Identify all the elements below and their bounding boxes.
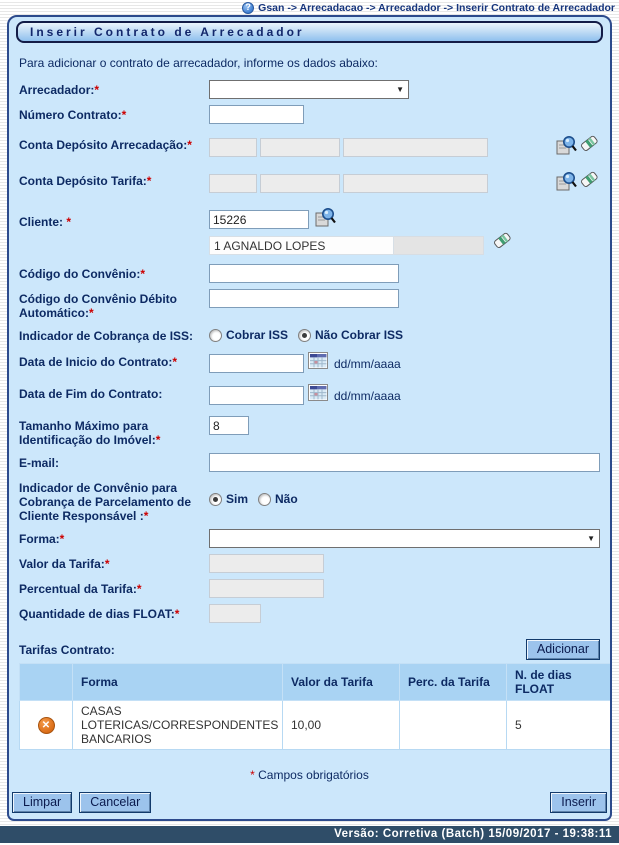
- tarifa-valor-cell: 10,00: [283, 701, 400, 750]
- field-row-arrecadador: Arrecadador:* ▼: [9, 80, 610, 99]
- conta-tarifa-label: Conta Depósito Tarifa:: [19, 174, 147, 188]
- field-row-tamanho-maximo: Tamanho Máximo para Identificação do Imóvel:* 8: [9, 416, 610, 447]
- forma-label: Forma:: [19, 532, 60, 546]
- cliente-nome-field: 1 AGNALDO LOPES: [209, 236, 394, 255]
- quantidade-float-label: Quantidade de dias FLOAT:: [19, 607, 175, 621]
- eraser-icon[interactable]: [492, 230, 513, 255]
- field-row-indicador-parcelamento: Indicador de Convênio para Cobrança de Parcelamento de Cliente Responsável :* Sim Não: [19, 481, 298, 523]
- field-row-conta-tarifa: Conta Depósito Tarifa:*: [9, 171, 610, 196]
- conta-tarifa-agencia-input: [260, 174, 340, 193]
- breadcrumb-text[interactable]: Gsan -> Arrecadacao -> Arrecadador -> Inserir Contrato de Arrecadador: [258, 1, 615, 14]
- chevron-down-icon: ▼: [396, 85, 404, 94]
- codigo-convenio-label: Código do Convênio:: [19, 267, 141, 281]
- cancelar-button[interactable]: Cancelar: [79, 792, 151, 813]
- percentual-tarifa-input: [209, 579, 324, 598]
- calendar-icon[interactable]: [308, 384, 328, 407]
- cliente-label: Cliente:: [19, 215, 67, 229]
- conta-arrecadacao-agencia-input: [260, 138, 340, 157]
- forma-select[interactable]: [209, 529, 600, 548]
- search-icon[interactable]: [556, 171, 577, 196]
- field-row-indicador-iss: [9, 326, 610, 343]
- data-inicio-label: Data de Inicio do Contrato:: [19, 355, 173, 369]
- main-panel: [7, 15, 612, 821]
- percentual-tarifa-label: Percentual da Tarifa:: [19, 582, 137, 596]
- cliente-nome-field-tail: [394, 236, 484, 255]
- cobrar-iss-radio[interactable]: [209, 329, 222, 342]
- tarifas-contrato-bar: [9, 639, 610, 660]
- search-icon[interactable]: [556, 135, 577, 160]
- remove-column-header: [20, 664, 73, 701]
- numero-contrato-label: Número Contrato:: [19, 108, 122, 122]
- tamanho-maximo-input[interactable]: [209, 416, 249, 435]
- inserir-button[interactable]: Inserir: [550, 792, 607, 813]
- arrecadador-label: Arrecadador:: [19, 83, 95, 97]
- form-actions: [9, 792, 610, 813]
- calendar-icon[interactable]: [308, 352, 328, 375]
- indicador-parcelamento-label: Indicador de Convênio para Cobrança de Parcelamento de Cliente Responsável :: [19, 481, 192, 523]
- field-row-data-fim: [9, 384, 610, 407]
- tamanho-maximo-label: Tamanho Máximo para Identificação do Imóvel:: [19, 419, 156, 447]
- forma-column-header: Forma: [73, 664, 283, 701]
- conta-tarifa-banco-input: [209, 174, 257, 193]
- arrecadador-select[interactable]: [209, 80, 409, 99]
- tarifa-dias-cell: 5: [507, 701, 613, 750]
- data-inicio-input[interactable]: [209, 354, 304, 373]
- field-row-conta-arrecadacao: Conta Depósito Arrecadação:*: [9, 135, 610, 160]
- field-row-forma: Forma:* ▼: [9, 529, 610, 548]
- adicionar-button[interactable]: Adicionar: [526, 639, 600, 660]
- parcelamento-nao-radio[interactable]: [258, 493, 271, 506]
- cliente-codigo-input[interactable]: [209, 210, 309, 229]
- eraser-icon[interactable]: [579, 169, 600, 194]
- tarifas-table: [19, 663, 612, 750]
- conta-arrecadacao-banco-input: [209, 138, 257, 157]
- limpar-button[interactable]: Limpar: [12, 792, 72, 813]
- chevron-down-icon: ▼: [587, 534, 595, 543]
- nao-cobrar-iss-radio-label: Não Cobrar ISS: [315, 328, 404, 342]
- valor-tarifa-input: [209, 554, 324, 573]
- indicador-iss-label: Indicador de Cobrança de ISS:: [19, 329, 194, 343]
- field-row-percentual-tarifa: Percentual da Tarifa:*: [9, 579, 610, 598]
- cobrar-iss-radio-label: Cobrar ISS: [226, 328, 289, 342]
- delete-icon[interactable]: ✕: [38, 717, 55, 734]
- email-label: E-mail:: [19, 456, 60, 470]
- codigo-convenio-input[interactable]: [209, 264, 399, 283]
- dias-column-header: N. de dias FLOAT: [507, 664, 613, 701]
- valor-column-header: Valor da Tarifa: [283, 664, 400, 701]
- data-inicio-format-hint: dd/mm/aaaa: [334, 356, 401, 371]
- field-row-email: [9, 453, 610, 472]
- table-row: [20, 701, 613, 750]
- tarifa-perc-cell: [400, 701, 507, 750]
- perc-column-header: Perc. da Tarifa: [400, 664, 507, 701]
- parcelamento-nao-radio-label: Não: [275, 492, 298, 506]
- conta-arrecadacao-label: Conta Depósito Arrecadação:: [19, 138, 188, 152]
- nao-cobrar-iss-radio[interactable]: [298, 329, 311, 342]
- conta-tarifa-conta-input: [343, 174, 488, 193]
- field-row-cliente: Cliente: * 15226 1 AGNALDO LOPES: [9, 207, 610, 255]
- field-row-codigo-convenio: Código do Convênio:*: [9, 264, 610, 283]
- field-row-quantidade-float: Quantidade de dias FLOAT:*: [9, 604, 610, 623]
- data-fim-label: Data de Fim do Contrato:: [19, 387, 163, 401]
- field-row-codigo-convenio-debito: Código do Convênio Débito Automático:*: [9, 289, 610, 320]
- eraser-icon[interactable]: [579, 133, 600, 158]
- tarifas-table-header-row: [20, 664, 613, 701]
- tarifa-forma-cell: CASAS LOTERICAS/CORRESPONDENTES BANCARIOS: [73, 701, 283, 750]
- data-fim-input[interactable]: [209, 386, 304, 405]
- codigo-convenio-debito-label: Código do Convênio Débito Automático:: [19, 292, 177, 320]
- version-status-bar: Versão: Corretiva (Batch) 15/09/2017 - 19:38:11: [0, 826, 619, 843]
- breadcrumb: [0, 0, 615, 15]
- help-icon[interactable]: ?: [242, 2, 254, 14]
- field-row-data-inicio: Data de Inicio do Contrato:* dd/mm/aaaa: [9, 352, 610, 375]
- valor-tarifa-label: Valor da Tarifa:: [19, 557, 105, 571]
- page-title: Inserir Contrato de Arrecadador: [16, 21, 603, 43]
- required-fields-note: * Campos obrigatórios: [250, 768, 369, 782]
- data-fim-format-hint: dd/mm/aaaa: [334, 388, 401, 403]
- intro-text: Para adicionar o contrato de arrecadador, informe os dados abaixo:: [19, 56, 378, 70]
- tarifas-contrato-label: Tarifas Contrato:: [19, 642, 115, 657]
- field-row-valor-tarifa: Valor da Tarifa:*: [9, 554, 610, 573]
- conta-arrecadacao-conta-input: [343, 138, 488, 157]
- email-input[interactable]: [209, 453, 600, 472]
- search-icon[interactable]: [315, 207, 336, 232]
- parcelamento-sim-radio[interactable]: [209, 493, 222, 506]
- codigo-convenio-debito-input[interactable]: [209, 289, 399, 308]
- field-row-numero-contrato: Número Contrato:*: [9, 105, 610, 124]
- quantidade-float-input: [209, 604, 261, 623]
- parcelamento-sim-radio-label: Sim: [226, 492, 249, 506]
- numero-contrato-input[interactable]: [209, 105, 304, 124]
